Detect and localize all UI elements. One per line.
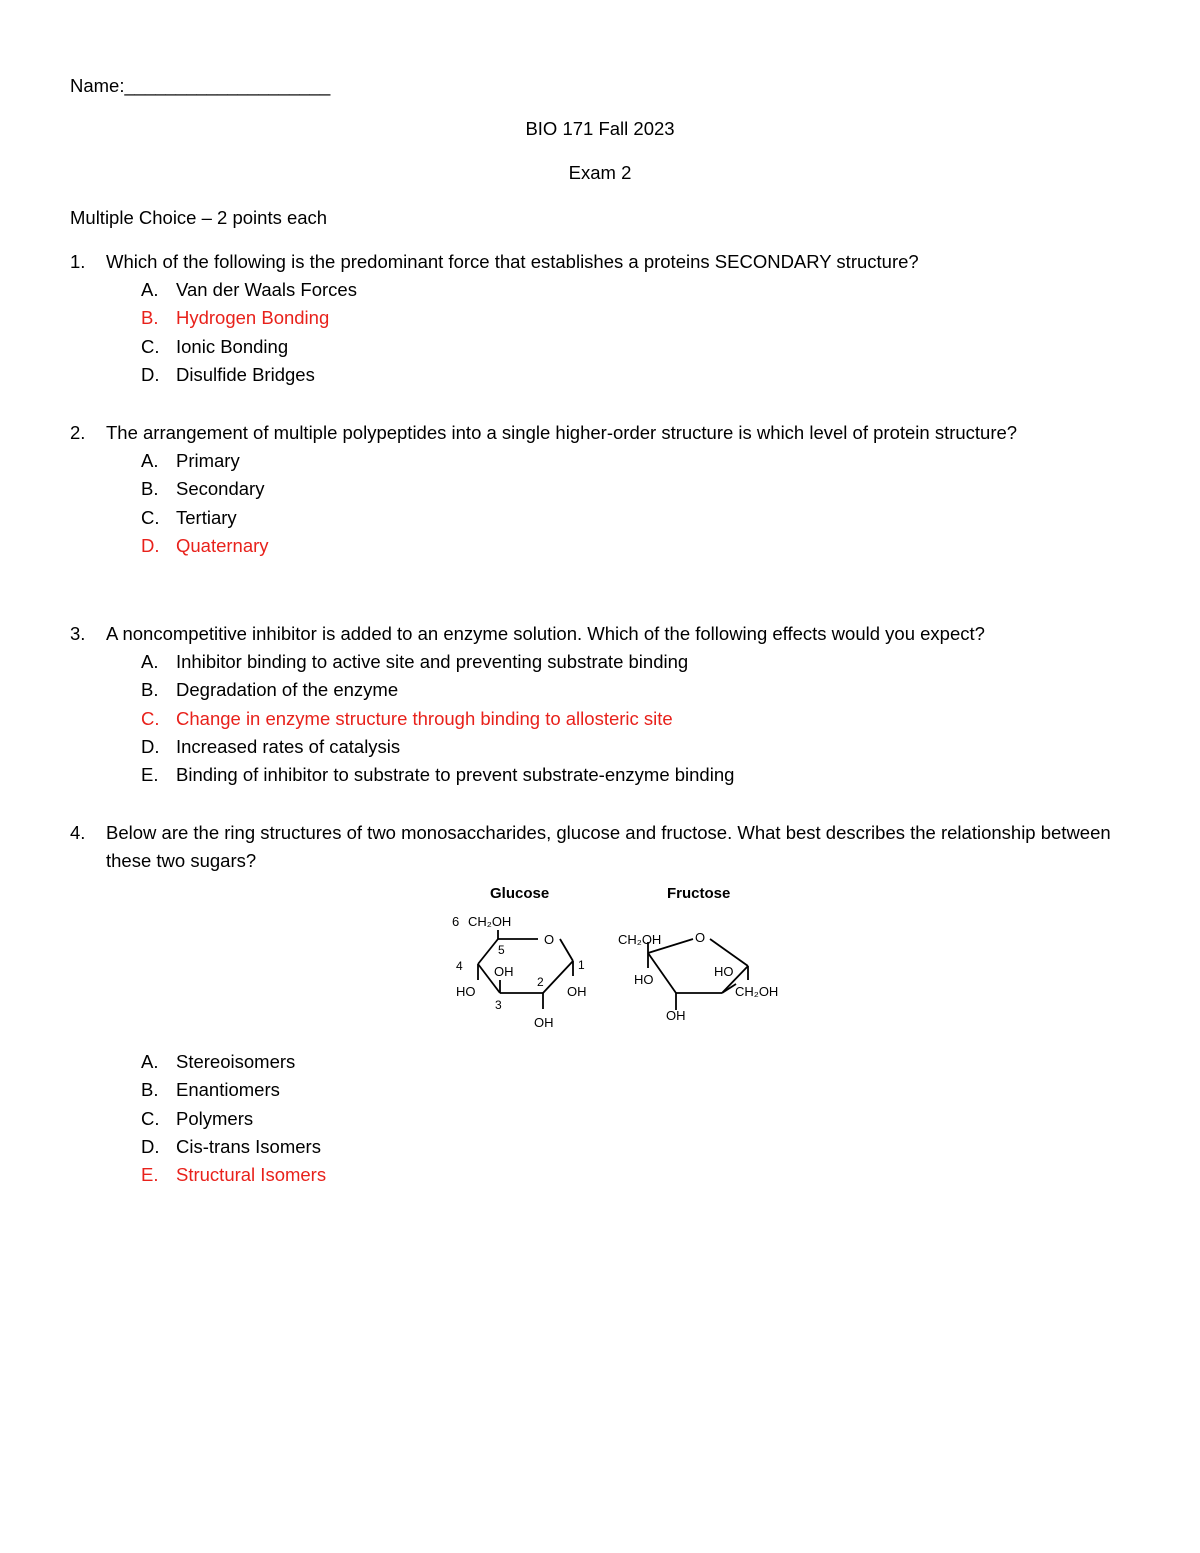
option-letter: D. (141, 735, 160, 757)
question-4-options (70, 1048, 1130, 1189)
option-4a (70, 1048, 1130, 1076)
option-letter: C. (141, 335, 160, 357)
option-text: Increased rates of catalysis (176, 735, 401, 757)
option-2a (70, 447, 1130, 475)
option-text: Tertiary (176, 506, 237, 528)
option-4c (70, 1105, 1130, 1133)
option-text: Cis-trans Isomers (176, 1135, 321, 1157)
question-text: The arrangement of multiple polypeptides into a single higher-order structure is which level of protein structure? (106, 422, 1018, 443)
glucose-ring-oxygen: O (544, 932, 555, 947)
option-letter: A. (141, 450, 159, 471)
option-letter: A. (141, 651, 159, 672)
option-1b-answer (70, 304, 1130, 332)
question-number: 1. (70, 251, 86, 272)
option-text: Binding of inhibitor to substrate to prevent substrate-enzyme binding (176, 764, 735, 786)
option-1a (70, 276, 1130, 304)
question-4 (70, 819, 1130, 875)
option-letter: C. (141, 707, 160, 729)
glucose-carbon-5: 5 (498, 943, 505, 957)
question-number: 3. (70, 623, 86, 644)
option-letter: E. (141, 764, 159, 786)
question-text: Which of the following is the predominant force that establishes a proteins SECONDARY structure? (106, 251, 919, 272)
option-text: Secondary (176, 478, 265, 500)
option-letter: C. (141, 1107, 160, 1129)
option-text: Polymers (176, 1107, 254, 1129)
glucose-ho: HO (456, 984, 476, 999)
sugar-ring-svg (430, 876, 810, 1046)
option-letter: B. (141, 307, 159, 329)
option-letter: B. (141, 478, 159, 500)
question-3 (70, 620, 1130, 789)
section-heading: Multiple Choice – 2 points each (70, 207, 328, 228)
option-2b (70, 475, 1130, 503)
option-1d (70, 361, 1130, 389)
option-3c-answer (70, 705, 1130, 733)
sugar-ring-diagram (430, 876, 810, 1046)
option-3a (70, 648, 1130, 676)
fructose-ho-inner: HO (714, 964, 734, 979)
fructose-oh-bottom: OH (666, 1008, 686, 1023)
option-letter: D. (141, 1135, 160, 1157)
fructose-ho-left: HO (634, 972, 654, 987)
option-text: Quaternary (176, 534, 269, 556)
option-text: Stereoisomers (176, 1051, 296, 1072)
glucose-bond (560, 939, 573, 961)
option-2d-answer (70, 532, 1130, 560)
glucose-oh-bottom: OH (534, 1015, 554, 1030)
option-1c (70, 333, 1130, 361)
option-text: Hydrogen Bonding (176, 307, 330, 329)
option-text: Ionic Bonding (176, 335, 289, 357)
fructose-ch2oh-right: CH₂OH (735, 984, 779, 999)
option-4e-answer (70, 1161, 1130, 1189)
glucose-carbon-2: 2 (537, 975, 544, 989)
option-text: Van der Waals Forces (176, 279, 357, 300)
question-text: Below are the ring structures of two monosaccharides, glucose and fructose. What best describes the relationship between these two sugars? (106, 822, 1111, 871)
option-text: Inhibitor binding to active site and preventing substrate binding (176, 651, 689, 672)
option-letter: C. (141, 506, 160, 528)
option-3b (70, 676, 1130, 704)
question-number: 2. (70, 422, 86, 443)
option-letter: B. (141, 679, 159, 701)
glucose-ring (478, 930, 573, 1009)
fructose-ch2oh-left: CH₂OH (618, 932, 662, 947)
option-4b (70, 1076, 1130, 1104)
glucose-title: Glucose (490, 885, 550, 902)
option-4d (70, 1133, 1130, 1161)
option-letter: A. (141, 279, 159, 300)
option-letter: B. (141, 1079, 159, 1101)
option-letter: E. (141, 1164, 159, 1186)
fructose-ring-oxygen: O (695, 930, 706, 945)
course-title: BIO 171 Fall 2023 (525, 118, 675, 139)
glucose-bond (478, 939, 498, 964)
exam-title: Exam 2 (568, 162, 632, 183)
option-letter: A. (141, 1051, 159, 1072)
option-letter: D. (141, 363, 160, 385)
question-2 (70, 419, 1130, 560)
question-1 (70, 248, 1130, 389)
option-letter: D. (141, 534, 160, 556)
glucose-carbon-3: 3 (495, 998, 502, 1012)
glucose-carbon-1: 1 (578, 958, 585, 972)
option-3e (70, 761, 1130, 789)
option-3d (70, 733, 1130, 761)
option-text: Degradation of the enzyme (176, 679, 399, 701)
option-text: Structural Isomers (176, 1164, 327, 1186)
glucose-oh-right: OH (567, 984, 587, 999)
option-text: Enantiomers (176, 1079, 280, 1101)
question-text: A noncompetitive inhibitor is added to an enzyme solution. Which of the following effects would you expect? (106, 623, 985, 644)
option-text: Primary (176, 450, 240, 471)
option-text: Change in enzyme structure through binding to allosteric site (176, 707, 673, 729)
glucose-carbon-4: 4 (456, 959, 463, 973)
glucose-ch2oh: CH₂OH (468, 914, 512, 929)
glucose-oh-inner: OH (494, 964, 514, 979)
glucose-carbon-6: 6 (452, 914, 460, 929)
fructose-title: Fructose (667, 885, 731, 902)
option-2c (70, 504, 1130, 532)
question-number: 4. (70, 822, 86, 843)
option-text: Disulfide Bridges (176, 363, 315, 385)
name-field-label: Name:____________________ (70, 75, 331, 96)
fructose-bond (710, 939, 748, 966)
